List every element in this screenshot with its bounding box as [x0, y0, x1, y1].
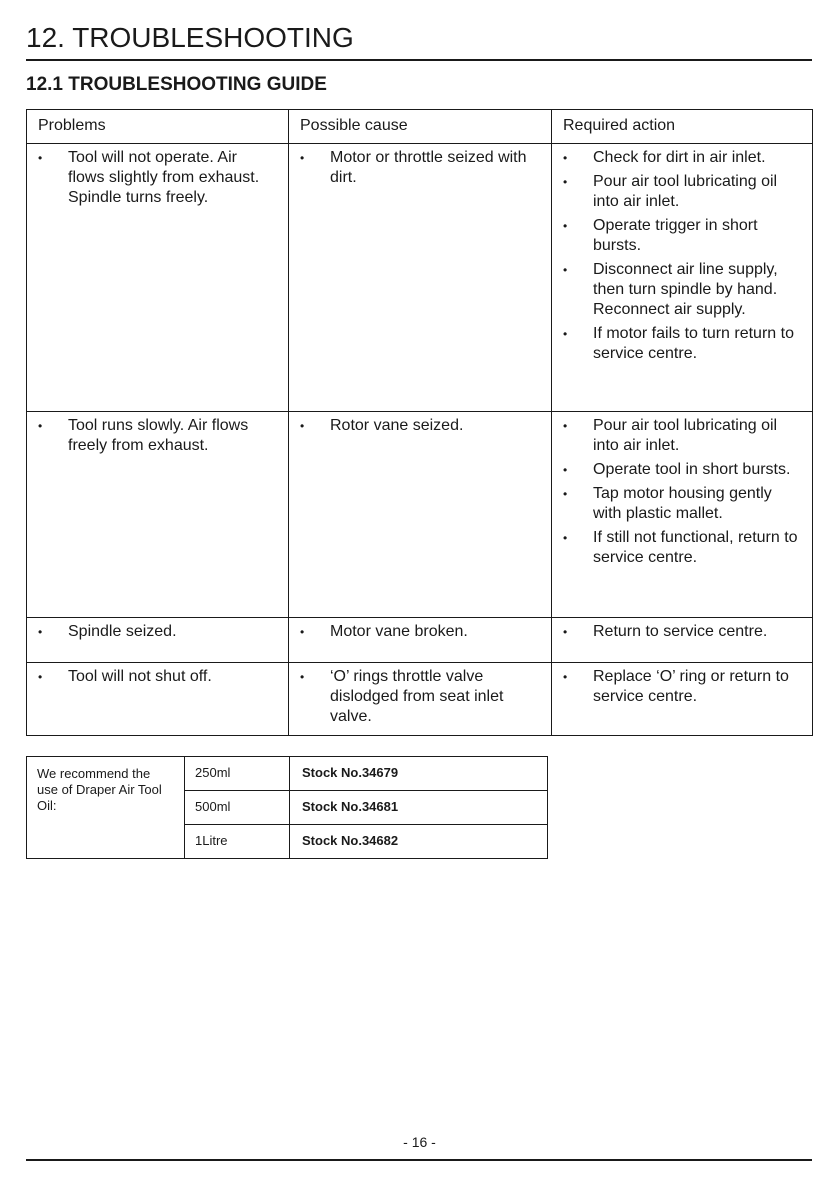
action-cell	[552, 663, 813, 736]
action-item: • Disconnect air line supply, then turn spindle by hand. Reconnect air supply.	[563, 260, 800, 320]
action-item: • If still not functional, return to service centre.	[563, 528, 800, 568]
troubleshooting-table	[26, 109, 813, 736]
section-title: 12.1 TROUBLESHOOTING GUIDE	[26, 74, 327, 95]
action-item: • Return to service centre.	[563, 622, 800, 642]
action-item: • Operate tool in short bursts.	[563, 460, 800, 480]
column-header-cause: Possible cause	[289, 110, 552, 144]
cause-text: • ‘O’ rings throttle valve dislodged from seat inlet valve.	[300, 667, 539, 727]
cause-cell	[289, 412, 552, 618]
action-cell	[552, 618, 813, 663]
oil-stock-number: Stock No.34679	[290, 757, 548, 791]
problem-cell	[27, 412, 289, 618]
cause-cell	[289, 663, 552, 736]
column-header-action: Required action	[552, 110, 813, 144]
page-title: 12. TROUBLESHOOTING	[26, 22, 354, 53]
table-row	[27, 144, 813, 412]
table-row	[27, 757, 548, 791]
oil-size: 500ml	[185, 791, 290, 825]
action-item: • Pour air tool lubricating oil into air inlet.	[563, 172, 800, 212]
action-item: • Check for dirt in air inlet.	[563, 148, 800, 168]
action-cell	[552, 144, 813, 412]
cause-cell	[289, 618, 552, 663]
oil-recommendation-text: We recommend the use of Draper Air Tool Oil:	[27, 757, 185, 859]
problem-cell	[27, 663, 289, 736]
problem-text: • Tool will not operate. Air flows slightly from exhaust. Spindle turns freely.	[38, 148, 276, 208]
action-item: • Operate trigger in short bursts.	[563, 216, 800, 256]
cause-text: • Motor vane broken.	[300, 622, 539, 642]
action-cell	[552, 412, 813, 618]
action-item: • Pour air tool lubricating oil into air inlet.	[563, 416, 800, 456]
action-item: • Tap motor housing gently with plastic mallet.	[563, 484, 800, 524]
oil-stock-number: Stock No.34682	[290, 825, 548, 859]
oil-size: 250ml	[185, 757, 290, 791]
footer-rule	[26, 1159, 812, 1161]
table-header-row	[27, 110, 813, 144]
page-number: - 16 -	[403, 1134, 436, 1150]
problem-cell	[27, 618, 289, 663]
cause-cell	[289, 144, 552, 412]
action-item: • Replace ‘O’ ring or return to service centre.	[563, 667, 800, 707]
table-row	[27, 618, 813, 663]
problem-cell	[27, 144, 289, 412]
action-item: • If motor fails to turn return to service centre.	[563, 324, 800, 364]
problem-text: • Tool will not shut off.	[38, 667, 276, 687]
column-header-problems: Problems	[27, 110, 289, 144]
problem-text: • Spindle seized.	[38, 622, 276, 642]
cause-text: • Motor or throttle seized with dirt.	[300, 148, 539, 188]
table-row	[27, 663, 813, 736]
table-row	[27, 412, 813, 618]
cause-text: • Rotor vane seized.	[300, 416, 539, 436]
problem-text: • Tool runs slowly. Air flows freely from exhaust.	[38, 416, 276, 456]
oil-stock-number: Stock No.34681	[290, 791, 548, 825]
oil-size: 1Litre	[185, 825, 290, 859]
title-rule	[26, 59, 812, 61]
oil-recommendation-table	[26, 756, 548, 859]
